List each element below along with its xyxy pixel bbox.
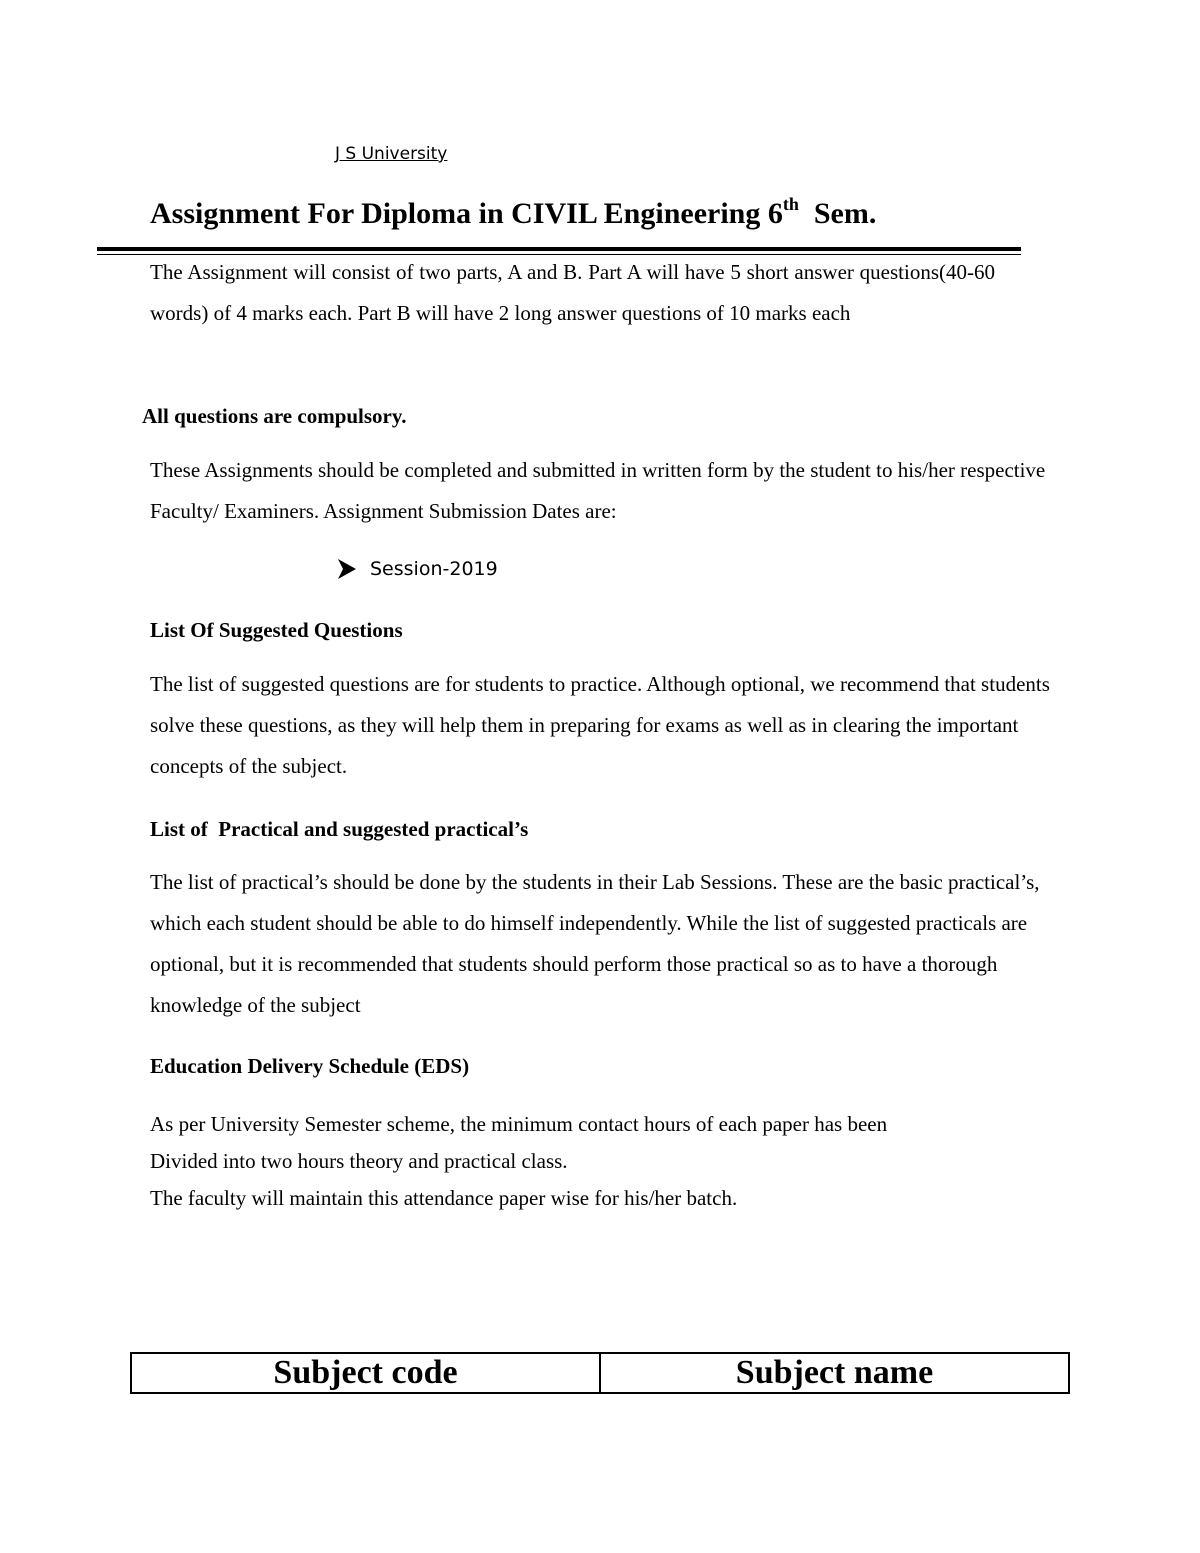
eds-line: As per University Semester scheme, the minimum contact hours of each paper has been [150,1112,888,1136]
practicals-heading: List of Practical and suggested practical’s [150,817,529,841]
intro-paragraph: The Assignment will consist of two parts, A and B. Part A will have 5 short answer questions(40-60 words) of 4 marks each. Part B will have 2 long answer questions of 10 marks each [150,260,995,325]
eds-line: The faculty will maintain this attendance paper wise for his/her batch. [150,1186,738,1210]
subject-table-header-row [131,1353,1069,1393]
subject-code-header: Subject code [131,1353,600,1393]
eds-line: Divided into two hours theory and practical class. [150,1149,568,1173]
title-rule-thick [97,247,1021,251]
practicals-paragraph: The list of practical’s should be done by the students in their Lab Sessions. These are the basic practical’s, which each student should be able to do himself independently. While the list of suggested practicals are optional, but it is recommended that students should perform those practical so as to have a thorough knowledge of the subject [150,870,1040,1017]
title-end: Sem. [813,197,877,230]
subject-table [130,1352,1070,1394]
suggested-questions-paragraph: The list of suggested questions are for students to practice. Although optional, we recommend that students solve these questions, as they will help them in preparing for exams as well as in clearing the important concepts of the subject. [150,672,1050,778]
eds-paragraph [150,1106,1070,1217]
suggested-questions-heading: List Of Suggested Questions [150,618,403,642]
arrow-bullet-icon [338,559,356,579]
session-item [338,558,498,580]
compulsory-heading: All questions are compulsory. [142,404,407,428]
subject-name-header: Subject name [600,1353,1069,1393]
eds-heading: Education Delivery Schedule (EDS) [150,1054,470,1078]
university-name: J S University [335,144,448,164]
session-label: Session-2019 [370,558,498,580]
title-main: Assignment For Diploma in CIVIL Engineering 6 [150,197,783,230]
page-title [150,194,876,231]
submission-paragraph: These Assignments should be completed and submitted in written form by the student to his/her respective Faculty/ Examiners. Assignment Submission Dates are: [150,458,1046,523]
title-superscript: th [782,194,799,214]
